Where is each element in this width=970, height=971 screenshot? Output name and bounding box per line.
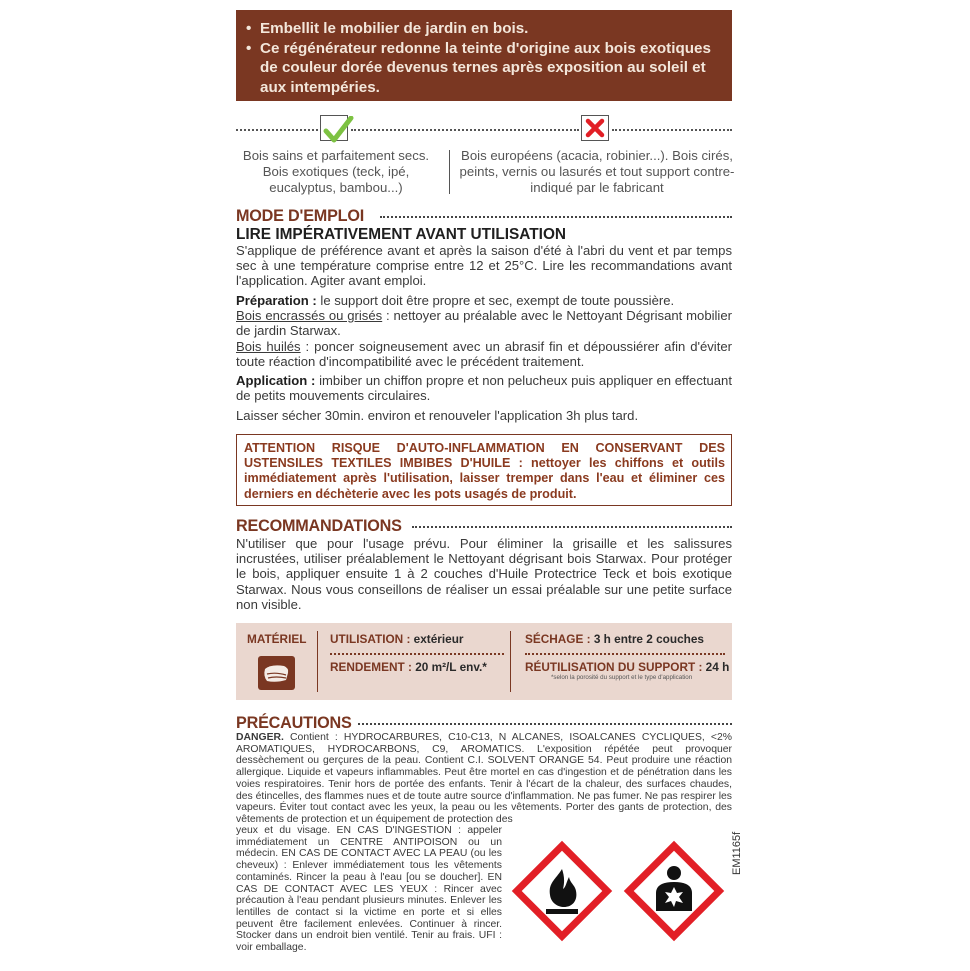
divider (412, 526, 732, 528)
intro-paragraph: S'applique de préférence avant et après la saison d'été à l'abri du vent et par temps sec à une température comprise entre 12 et 25°C. Lire les recommandations avant l'application. Agiter avant emploi. (236, 243, 732, 289)
divider (330, 653, 504, 655)
usage-panel (236, 623, 732, 700)
utilisation-info: UTILISATION : extérieur (330, 632, 464, 646)
recommandations-paragraph: N'utiliser que pour l'usage prévu. Pour éliminer la grisaille et les salissures incrustées, utiliser préalablement le Nettoyant dégrisant bois Starwax. Pour protéger le bois, appliquer ensuite 1 à 2 couches d'Huile Protectrice Teck et bois exotique Starwax. Nous vous conseillons de réaliser un essai préalable sur une petite surface non visible. (236, 536, 732, 612)
divider (612, 129, 732, 131)
check-icon (320, 115, 348, 141)
flame-pictogram (508, 837, 616, 945)
mode-emploi-title: MODE D'EMPLOI (236, 207, 365, 225)
reutilisation-info: RÉUTILISATION DU SUPPORT : 24 h (525, 660, 730, 674)
panel-divider (317, 631, 318, 692)
column-separator (449, 150, 450, 194)
recommandations-title: RECOMMANDATIONS (236, 517, 402, 535)
precautions-title: PRÉCAUTIONS (236, 714, 352, 732)
cross-icon (581, 115, 609, 141)
benefit-item: • Ce régénérateur redonne la teinte d'origine aux bois exotiques de couleur dorée devenus ternes après exposition au soleil et aux intempéries. (246, 39, 711, 96)
unsuitable-wood-text: Bois européens (acacia, robinier...). Bois cirés, peints, vernis ou lasurés et tout support contre-indiqué par le fabricant (459, 148, 735, 195)
sechage-info: SÉCHAGE : 3 h entre 2 couches (525, 632, 704, 646)
suitable-wood-text: Bois sains et parfaitement secs. Bois exotiques (teck, ipé, eucalyptus, bambou...) (242, 148, 430, 195)
precautions-text-continued: yeux et du visage. EN CAS D'INGESTION : appeler immédiatement un CENTRE ANTIPOISON ou un médecin. EN CAS DE CONTACT AVEC LA PEAU (ou les cheveux) : Enlever immédiatement tous les vêtements contaminés. Rincer la peau à l'eau [ou se doucher]. EN CAS DE CONTACT AVEC LES YEUX : Rincer avec précaution à l'eau pendant plusieurs minutes. Enlever les lentilles de contact si la victime en porte et si elles peuvent être facilement enlevées. Continuer à rincer. Stocker dans un endroit bien ventilé. Tenir au frais. UFI : voir emballage. (236, 825, 502, 954)
divider (380, 216, 732, 218)
rendement-info: RENDEMENT : 20 m²/L env.* (330, 660, 487, 674)
preparation-paragraph: Préparation : le support doit être propre et sec, exempt de toute poussière. Bois encrassés ou grisés : nettoyer au préalable avec le Nettoyant Dégrisant mobilier de jardin Starwax. Bois huilés : poncer soigneusement avec un abrasif fin et dépoussiérer afin d'éviter toute réaction d'incompatibilité avec le précédent traitement. (236, 293, 732, 369)
health-hazard-pictogram (620, 837, 728, 945)
benefits-banner (236, 10, 732, 101)
divider (525, 653, 725, 655)
divider (351, 129, 579, 131)
auto-ignition-warning: ATTENTION RISQUE D'AUTO-INFLAMMATION EN CONSERVANT DES USTENSILES TEXTILES IMBIBES D'HUILE : nettoyer les chiffons et outils immédiatement après l'utilisation, laisser tremper dans l'eau et éliminer ces derniers en déchèterie avec les pots usagés de produit. (236, 434, 732, 506)
read-before-use-heading: LIRE IMPÉRATIVEMENT AVANT UTILISATION (236, 226, 567, 243)
footnote: *selon la porosité du support et le type d'application (551, 674, 693, 681)
product-code: EM1165f (731, 831, 743, 875)
divider (236, 129, 318, 131)
application-paragraph: Application : imbiber un chiffon propre et non pelucheux puis appliquer en effectuant de petits mouvements circulaires. (236, 373, 732, 404)
materiel-label: MATÉRIEL (247, 632, 307, 646)
drying-paragraph: Laisser sécher 30min. environ et renouveler l'application 3h plus tard. (236, 408, 639, 423)
precautions-text: DANGER. Contient : HYDROCARBURES, C10-C13, N ALCANES, ISOALCANES CYCLIQUES, <2% AROMATIQUES, HYDROCARBONS, C9, AROMATICS. L'exposition répétée peut provoquer dessèchement ou gerçures de la peau. Contient C.I. SOLVENT ORANGE 54. Peut produire une réaction allergique. Liquide et vapeurs inflammables. Peut être mortel en cas d'ingestion et de pénétration dans les voies respiratoires. Tenir hors de portée des enfants. Tenir à l'écart de la chaleur, des surfaces chaudes, des étincelles, des flammes nues et de toute autre source d'inflammation. Ne pas fumer. Ne pas respirer les vapeurs. Éviter tout contact avec les yeux, la peau ou les vêtements. Porter des gants de protection, des vêtements de protection et un équipement de protection des (236, 732, 732, 825)
divider (358, 723, 732, 725)
benefit-item: • Embellit le mobilier de jardin en bois. (246, 20, 529, 37)
cloth-icon (258, 656, 295, 690)
panel-divider (510, 631, 511, 692)
